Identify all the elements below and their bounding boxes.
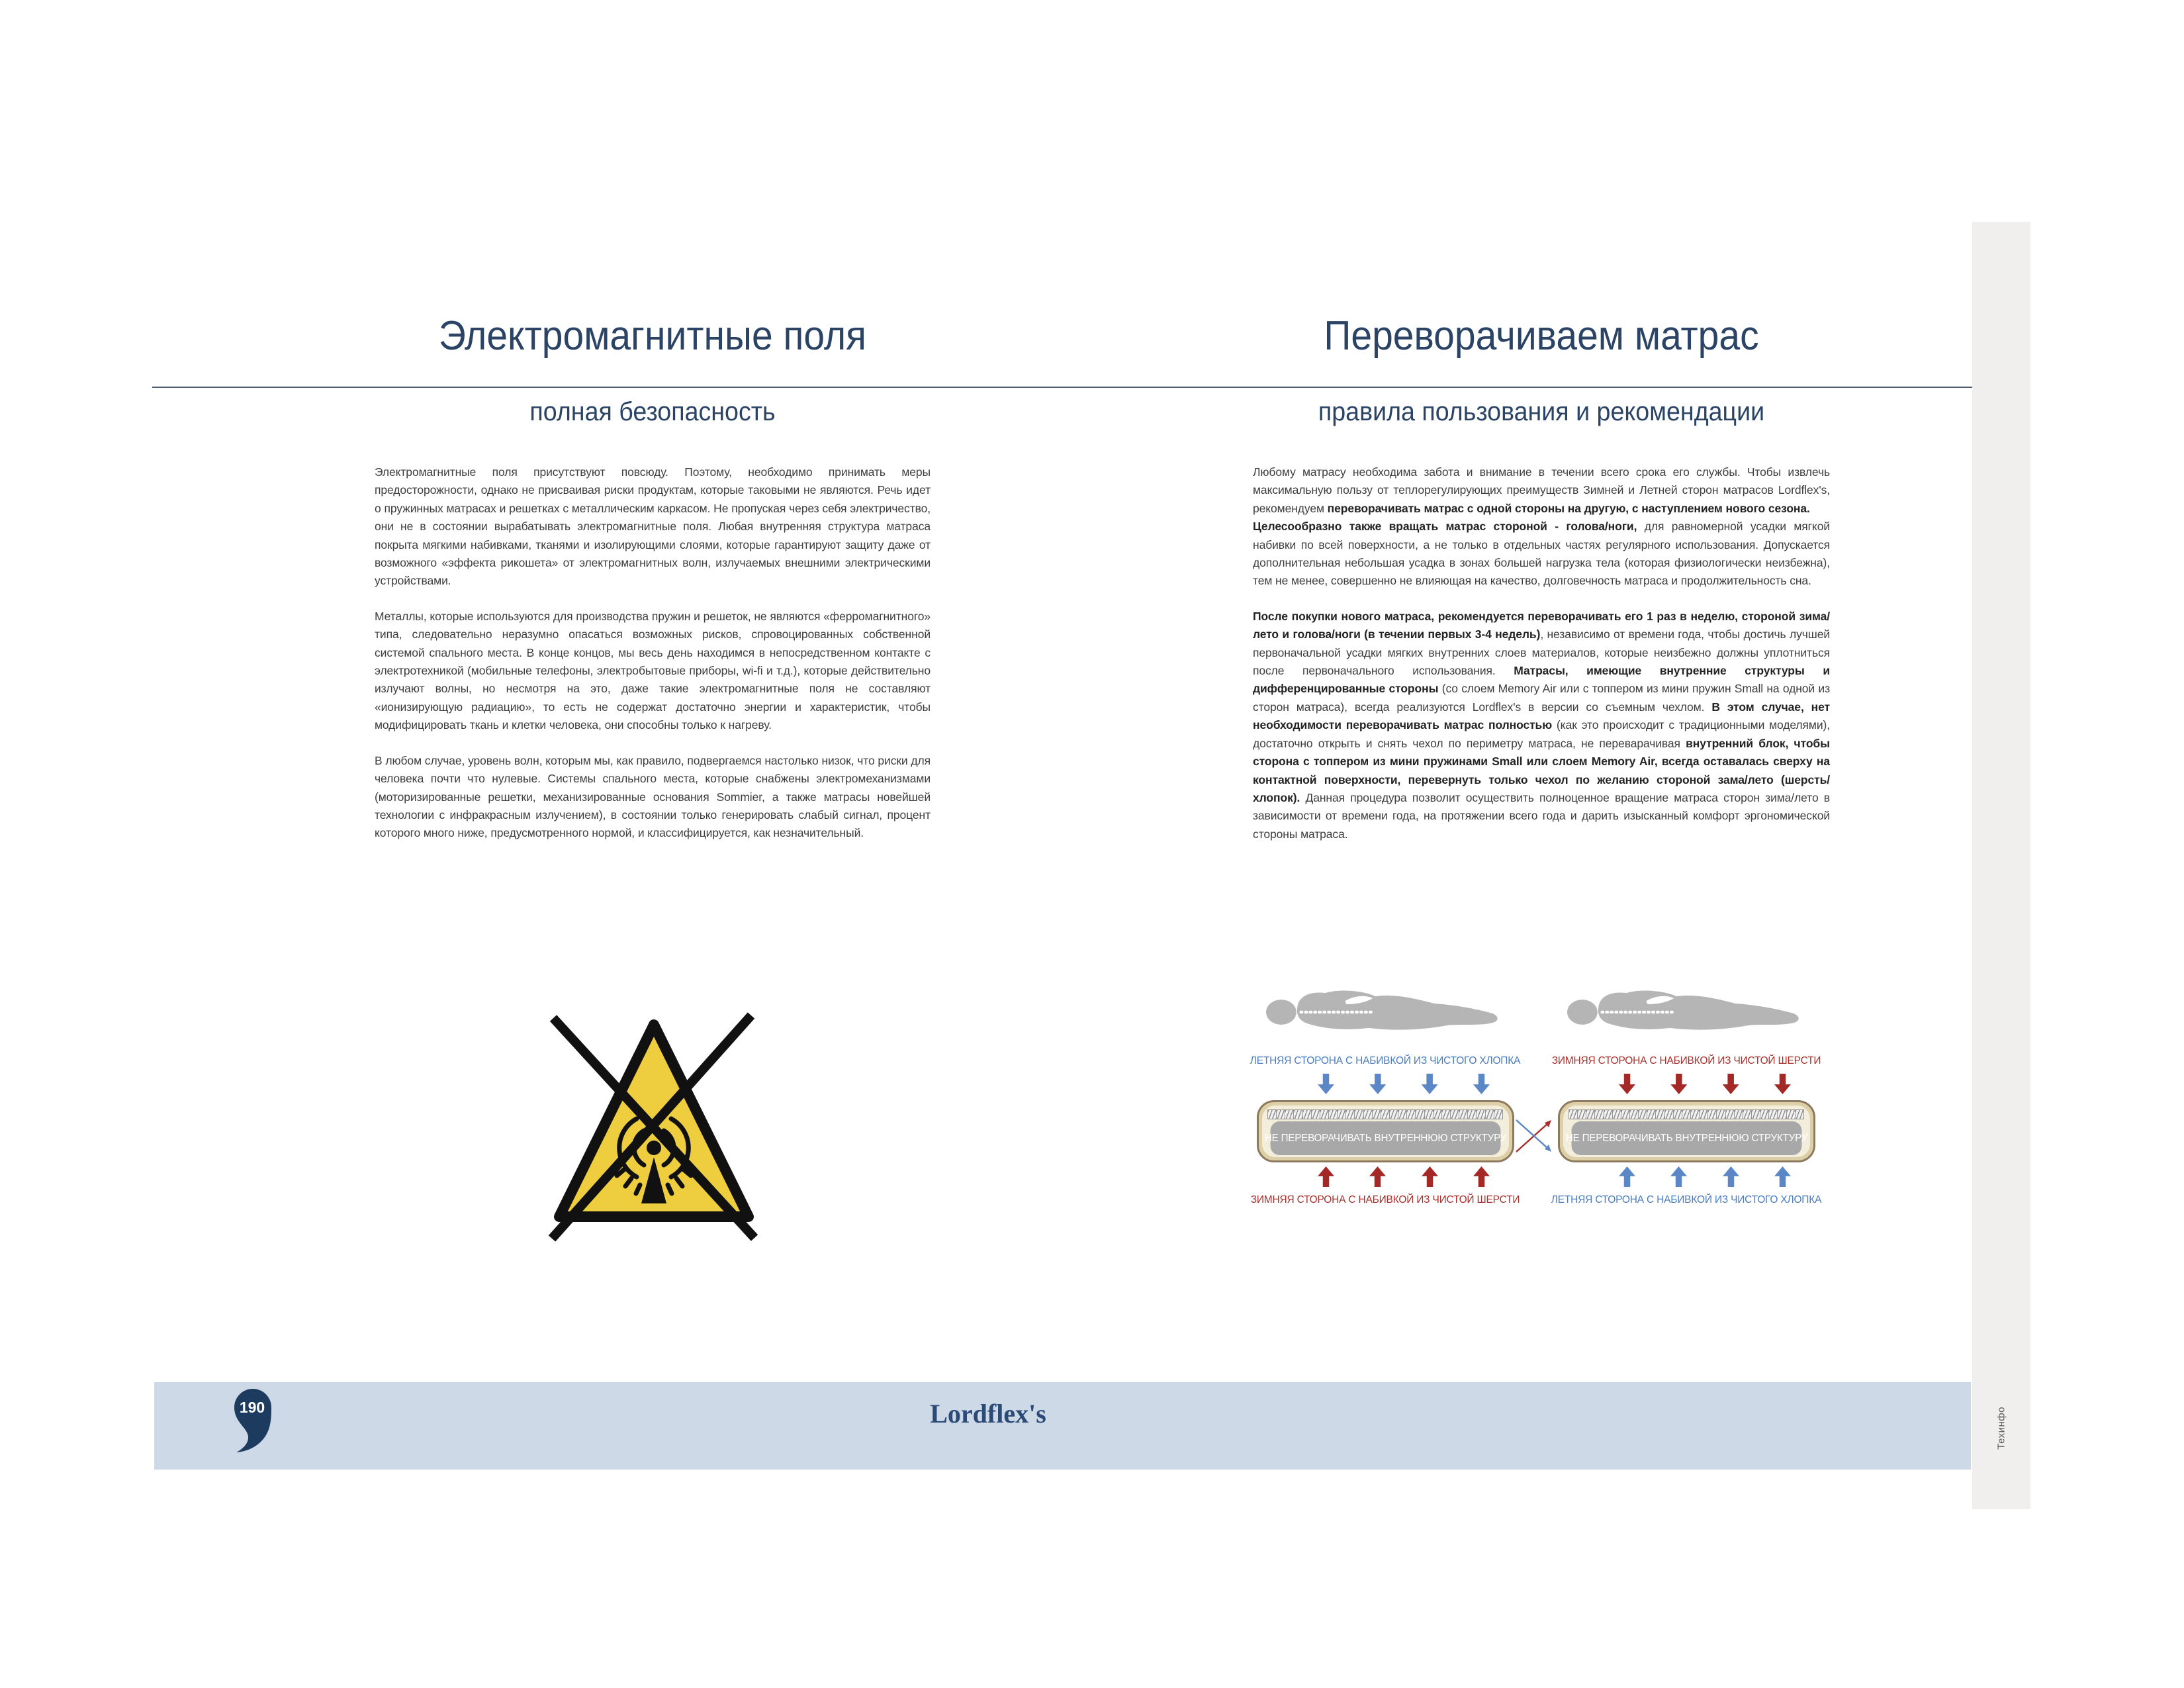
page-title-left: Электромагнитные поля <box>438 313 867 359</box>
spring-coil-icon <box>1372 1109 1381 1119</box>
spring-coil-icon <box>1699 1109 1708 1119</box>
spring-coil-icon <box>1760 1109 1769 1119</box>
spring-coil-icon <box>1621 1109 1630 1119</box>
up-arrows-right <box>1619 1166 1791 1187</box>
section-tab-label: Техинфо <box>1995 1407 2007 1450</box>
winter-side-label: ЗИМНЯЯ СТОРОНА С НАБИВКОЙ ИЗ ЧИСТОЙ ШЕРСТИ <box>1551 1055 1821 1066</box>
spring-coil-icon <box>1267 1109 1277 1119</box>
spring-coil-icon <box>1655 1109 1664 1119</box>
spring-coil-icon <box>1398 1109 1407 1119</box>
down-arrows-right <box>1619 1074 1791 1094</box>
winter-side-label: ЗИМНЯЯ СТОРОНА С НАБИВКОЙ ИЗ ЧИСТОЙ ШЕРСТИ <box>1250 1194 1520 1205</box>
spring-coil-icon <box>1433 1109 1442 1119</box>
spring-coil-icon <box>1612 1109 1621 1119</box>
spring-layer <box>1569 1109 1804 1119</box>
spring-coil-icon <box>1476 1109 1485 1119</box>
mattress-padding-layer <box>1563 1105 1810 1157</box>
spring-coil-icon <box>1485 1109 1494 1119</box>
spring-coil-icon <box>1459 1109 1468 1119</box>
up-arrow-icon <box>1619 1166 1635 1187</box>
spring-coil-icon <box>1795 1109 1804 1119</box>
up-arrow-icon <box>1723 1166 1739 1187</box>
up-arrow-icon <box>1422 1166 1438 1187</box>
spring-coil-icon <box>1450 1109 1459 1119</box>
spring-coil-icon <box>1345 1109 1355 1119</box>
spring-coil-icon <box>1354 1109 1363 1119</box>
spring-coil-icon <box>1751 1109 1760 1119</box>
up-arrow-icon <box>1369 1166 1386 1187</box>
spring-coil-icon <box>1725 1109 1735 1119</box>
spring-coil-icon <box>1467 1109 1477 1119</box>
summer-side-label: ЛЕТНЯЯ СТОРОНА С НАБИВКОЙ ИЗ ЧИСТОГО ХЛОПКА <box>1551 1194 1822 1205</box>
down-arrows-left <box>1318 1074 1490 1094</box>
spring-coil-icon <box>1777 1109 1786 1119</box>
paragraph: Любому матрасу необходима забота и внимание в течении всего срока его службы. Чтобы извлечь максимальную пользу от теплорегулирующих преимуществ Зимней и Летней сторон матрасов Lordflex's, рекомендуем переворачивать матрас с одной стороны на другую, с наступлением нового сезона. <box>1253 465 1830 515</box>
spring-coil-icon <box>1285 1109 1294 1119</box>
mattress-padding-layer <box>1262 1105 1509 1157</box>
down-arrow-icon <box>1723 1074 1739 1094</box>
spring-coil-icon <box>1577 1109 1586 1119</box>
spring-layer <box>1268 1109 1503 1119</box>
spring-coil-icon <box>1320 1109 1329 1119</box>
spring-coil-icon <box>1604 1109 1613 1119</box>
subtitle-left: полная безопасность <box>529 397 776 426</box>
paragraph: В любом случае, уровень волн, которым мы, как правило, подвергаемся настолько низок, что риски для человека почти что нулевые. Системы спального места, которые снабжены электромеханизмами (моторизированные решетки, механизированные основания Sommier, а также матрасы новейшей технологии с инфракрасным излучением), в состоянии только генерировать слабый сигнал, процент которого много ниже, предусмотренного нормой, и классифицируется, как незначительный. <box>375 753 931 840</box>
spring-coil-icon <box>1707 1109 1717 1119</box>
spring-coil-icon <box>1629 1109 1639 1119</box>
spring-coil-icon <box>1690 1109 1700 1119</box>
spring-coil-icon <box>1586 1109 1595 1119</box>
subtitle-right: правила пользования и рекомендации <box>1318 397 1765 426</box>
mattress-cross-section <box>1558 1100 1815 1162</box>
up-arrow-icon <box>1670 1166 1687 1187</box>
spring-coil-icon <box>1363 1109 1373 1119</box>
body-text-right <box>1253 463 1830 843</box>
spring-coil-icon <box>1389 1109 1398 1119</box>
spring-coil-icon <box>1716 1109 1725 1119</box>
spring-coil-icon <box>1415 1109 1424 1119</box>
spring-coil-icon <box>1328 1109 1338 1119</box>
mattress-cross-section <box>1257 1100 1514 1162</box>
no-electromagnetic-fields-icon <box>548 1010 760 1242</box>
paragraph: Металлы, которые используются для производства пружин и решеток, не являются «ферромагнитного» типа, следовательно неразумно опасаться возможных рисков, спровоцированных собственной системой спального места. В конце концов, мы весь день находимся в непосредственном контакте с электротехникой (мобильные телефоны, электробытовые приборы, wi-fi и т.д.), которые действительно излучают волны, но несмотря на это, даже такие электромагнитные поля не составляют «ионизирующую радиацию», то есть не содержат достаточно энергии и характеристик, чтобы модифицировать ткань и клетки человека, они способны только к нагреву. <box>375 609 931 732</box>
sleeping-person-icon <box>1566 987 1803 1033</box>
sleeping-person-icon <box>1265 987 1502 1033</box>
brand-logo: Lordflex's <box>930 1399 1046 1429</box>
section-tab <box>1972 222 2030 1509</box>
spring-coil-icon <box>1381 1109 1390 1119</box>
up-arrow-icon <box>1318 1166 1334 1187</box>
inner-structure-label: НЕ ПЕРЕВОРАЧИВАТЬ ВНУТРЕННЮЮ СТРУКТУРУ <box>1572 1121 1802 1155</box>
body-text-left <box>375 463 931 843</box>
spring-coil-icon <box>1441 1109 1451 1119</box>
up-arrow-icon <box>1774 1166 1791 1187</box>
swap-arrows-icon <box>1514 1115 1556 1157</box>
spring-coil-icon <box>1302 1109 1312 1119</box>
spring-coil-icon <box>1647 1109 1656 1119</box>
down-arrow-icon <box>1670 1074 1687 1094</box>
down-arrow-icon <box>1473 1074 1490 1094</box>
spring-coil-icon <box>1638 1109 1647 1119</box>
spring-coil-icon <box>1682 1109 1691 1119</box>
down-arrow-icon <box>1422 1074 1438 1094</box>
spring-coil-icon <box>1594 1109 1604 1119</box>
page-title-right: Переворачиваем матрас <box>1324 313 1759 359</box>
spring-coil-icon <box>1569 1109 1578 1119</box>
spring-coil-icon <box>1311 1109 1320 1119</box>
inner-structure-label: НЕ ПЕРЕВОРАЧИВАТЬ ВНУТРЕННЮЮ СТРУКТУРУ <box>1271 1121 1501 1155</box>
header-divider <box>152 387 1972 388</box>
summer-side-label: ЛЕТНЯЯ СТОРОНА С НАБИВКОЙ ИЗ ЧИСТОГО ХЛОПКА <box>1250 1055 1521 1066</box>
up-arrows-left <box>1318 1166 1490 1187</box>
paragraph: Целесообразно также вращать матрас стороной - голова/ноги, для равномерной усадки мягкой набивки по всей поверхности, а не только в отдельных частях регулярного использования. Допускается дополнительная небольшая усадка в зонах большей нагрузка тела (которая физиологически неизбежна), тем не менее, совершенно не влияющая на качество, долговечность матраса и продолжительность сна. <box>1253 520 1830 588</box>
spring-coil-icon <box>1337 1109 1346 1119</box>
page-number-badge <box>232 1387 274 1454</box>
down-arrow-icon <box>1318 1074 1334 1094</box>
spring-coil-icon <box>1673 1109 1682 1119</box>
spring-coil-icon <box>1276 1109 1285 1119</box>
up-arrow-icon <box>1473 1166 1490 1187</box>
paragraph: Электромагнитные поля присутствуют повсюду. Поэтому, необходимо принимать меры предосторожности, однако не присваивая риски продуктам, которые таковыми не являются. Речь идет о пружинных матрасах и решетках с металлическим каркасом. Не пропуская через себя электричество, они не в состоянии вырабатывать электромагнитные поля. Любая внутренняя структура матраса покрыта мягкими набивками, тканями и изолирующими слоями, которые гарантируют защиту даже от возможного «эффекта рикошета» от электромагнитных волн, излучаемых внешними электрическими устройствами. <box>375 465 931 588</box>
down-arrow-icon <box>1774 1074 1791 1094</box>
down-arrow-icon <box>1619 1074 1635 1094</box>
spring-coil-icon <box>1293 1109 1302 1119</box>
spring-coil-icon <box>1768 1109 1778 1119</box>
down-arrow-icon <box>1369 1074 1386 1094</box>
mattress-flip-diagram <box>1250 985 1830 1213</box>
spring-coil-icon <box>1494 1109 1503 1119</box>
spring-coil-icon <box>1664 1109 1674 1119</box>
spring-coil-icon <box>1734 1109 1743 1119</box>
paragraph: После покупки нового матраса, рекомендуется переворачивать его 1 раз в неделю, стороной зима/лето и голова/ноги (в течении первых 3-4 недель), независимо от времени года, чтобы достичь лучшей первоначальной усадки мягких внутренних слоев материалов, которые неизбежно должны уплотниться после первоначального использования. Матрасы, имеющие внутренние структуры и дифференцированные стороны (со слоем Memory Air или с топпером из мини пружин Small на одной из сторон матраса), всегда реализуются Lordflex's в версии со съемным чехлом. В этом случае, нет необходимости переворачивать матрас полностью (как это происходит с традиционными моделями), достаточно открыть и снять чехол по периметру матраса, не переварачивая внутренний блок, чтобы сторона с топпером из мини пружинами Small или слоем Memory Air, всегда оставалась сверху на контактной поверхности, перевернуть только чехол по желанию стороной зама/лето (шерсть/хлопок). Данная процедура позволит осуществить полноценное вращение матраса сторон зима/лето в зависимости от времени года, на протяжении всего года и дарить изысканный комфорт эргономической стороны матраса. <box>1253 609 1831 841</box>
spring-coil-icon <box>1786 1109 1796 1119</box>
spring-coil-icon <box>1743 1109 1752 1119</box>
page-number: 190 <box>239 1399 265 1416</box>
spring-coil-icon <box>1406 1109 1416 1119</box>
spring-coil-icon <box>1424 1109 1433 1119</box>
